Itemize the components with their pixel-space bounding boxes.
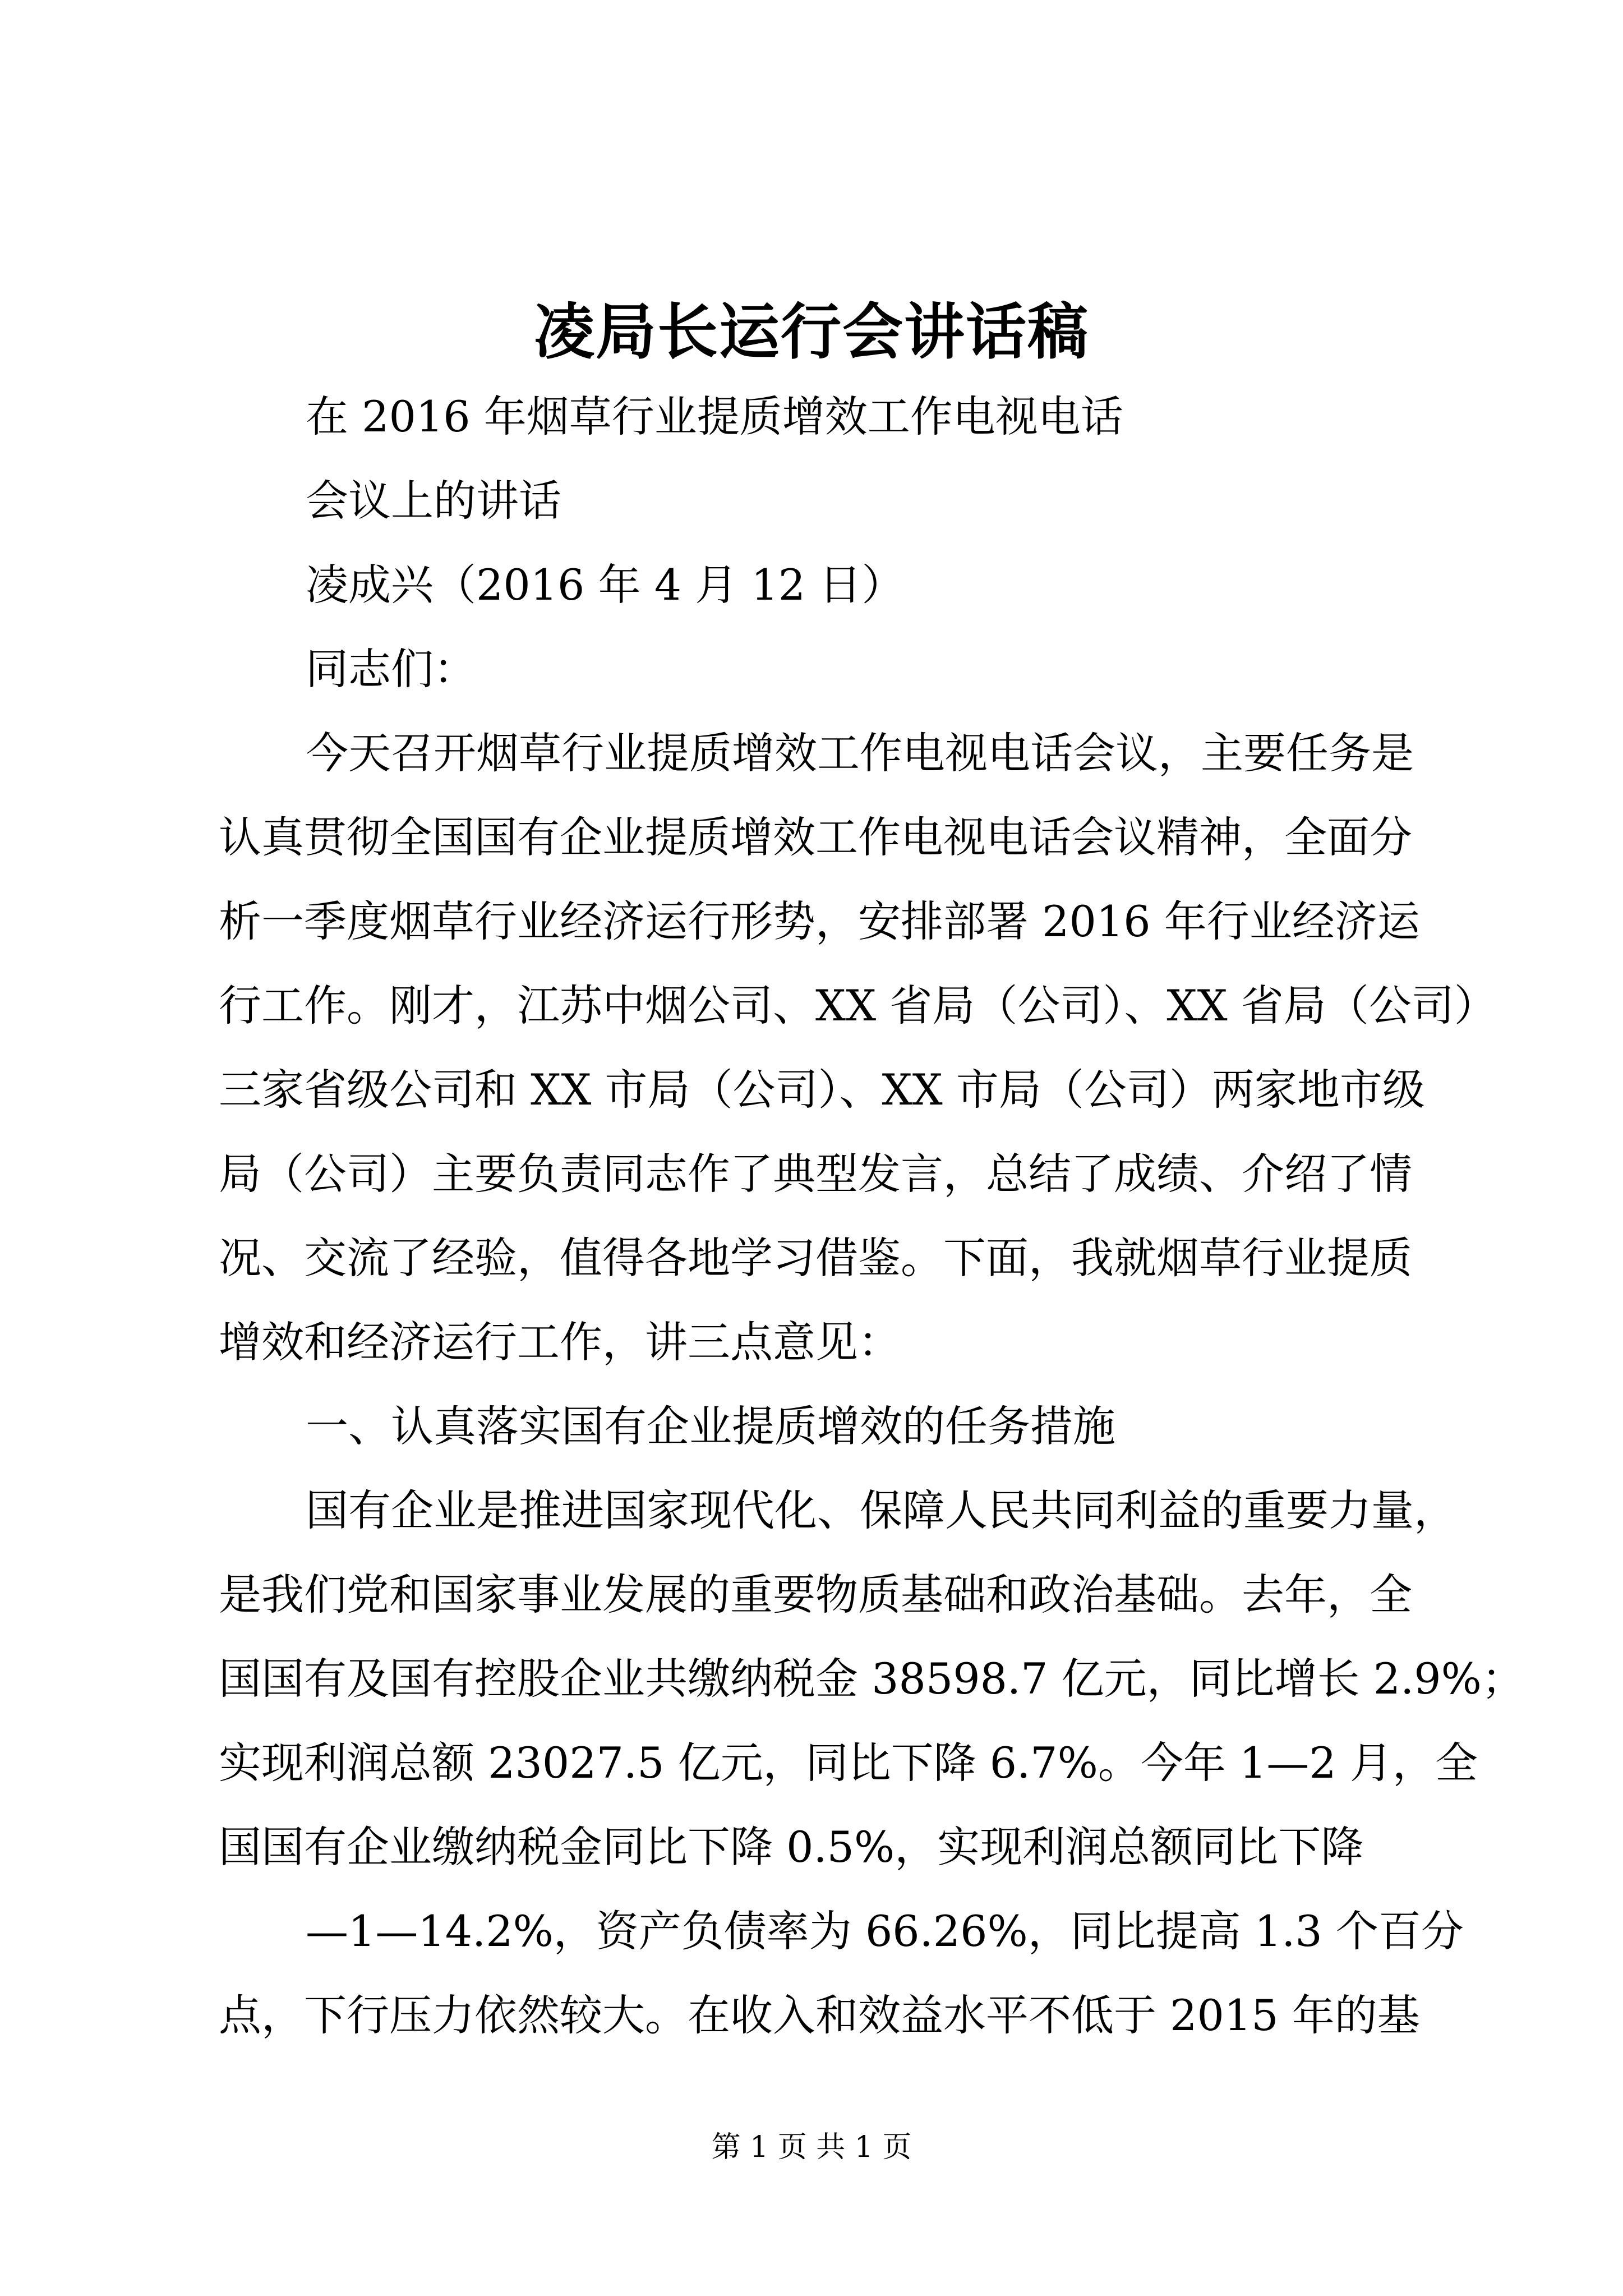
paragraph-line: 行工作。刚才，江苏中烟公司、XX 省局（公司）、XX 省局（公司） (219, 981, 1497, 1030)
subtitle-line: 在 2016 年烟草行业提质增效工作电视电话 (306, 392, 1123, 441)
paragraph-line: 析一季度烟草行业经济运行形势，安排部署 2016 年行业经济运 (219, 896, 1420, 946)
paragraph-line: 国国有及国有控股企业共缴纳税金 38598.7 亿元，同比增长 2.9%； (219, 1654, 1524, 1704)
paragraph-line: 实现利润总额 23027.5 亿元，同比下降 6.7%。今年 1—2 月，全 (219, 1738, 1478, 1788)
paragraph-line: 今天召开烟草行业提质增效工作电视电话会议，主要任务是 (306, 728, 1414, 778)
paragraph-line: 国国有企业缴纳税金同比下降 0.5%，实现利润总额同比下降 (219, 1822, 1364, 1872)
subtitle-line: 会议上的讲话 (306, 476, 561, 526)
paragraph-line: 况、交流了经验，值得各地学习借鉴。下面，我就烟草行业提质 (219, 1233, 1412, 1283)
paragraph-line: 增效和经济运行工作，讲三点意见： (219, 1317, 901, 1367)
paragraph-line: —1—14.2%，资产负债率为 66.26%，同比提高 1.3 个百分 (306, 1906, 1464, 1956)
document-title: 凌局长运行会讲话稿 (533, 297, 1089, 367)
paragraph-line: 国有企业是推进国家现代化、保障人民共同利益的重要力量， (306, 1485, 1456, 1535)
paragraph-line: 认真贯彻全国国有企业提质增效工作电视电话会议精神，全面分 (219, 812, 1412, 862)
paragraph-line: 点，下行压力依然较大。在收入和效益水平不低于 2015 年的基 (219, 1990, 1420, 2040)
section-heading: 一、认真落实国有企业提质增效的任务措施 (306, 1401, 1115, 1451)
paragraph-line: 三家省级公司和 XX 市局（公司）、XX 市局（公司）两家地市级 (219, 1065, 1425, 1115)
salutation: 同志们： (306, 644, 476, 694)
paragraph-line: 是我们党和国家事业发展的重要物质基础和政治基础。去年，全 (219, 1570, 1412, 1619)
author-date-line: 凌成兴（2016 年 4 月 12 日） (306, 560, 905, 610)
page-number-footer: 第 1 页 共 1 页 (711, 2131, 912, 2164)
paragraph-line: 局（公司）主要负责同志作了典型发言，总结了成绩、介绍了情 (219, 1149, 1412, 1199)
